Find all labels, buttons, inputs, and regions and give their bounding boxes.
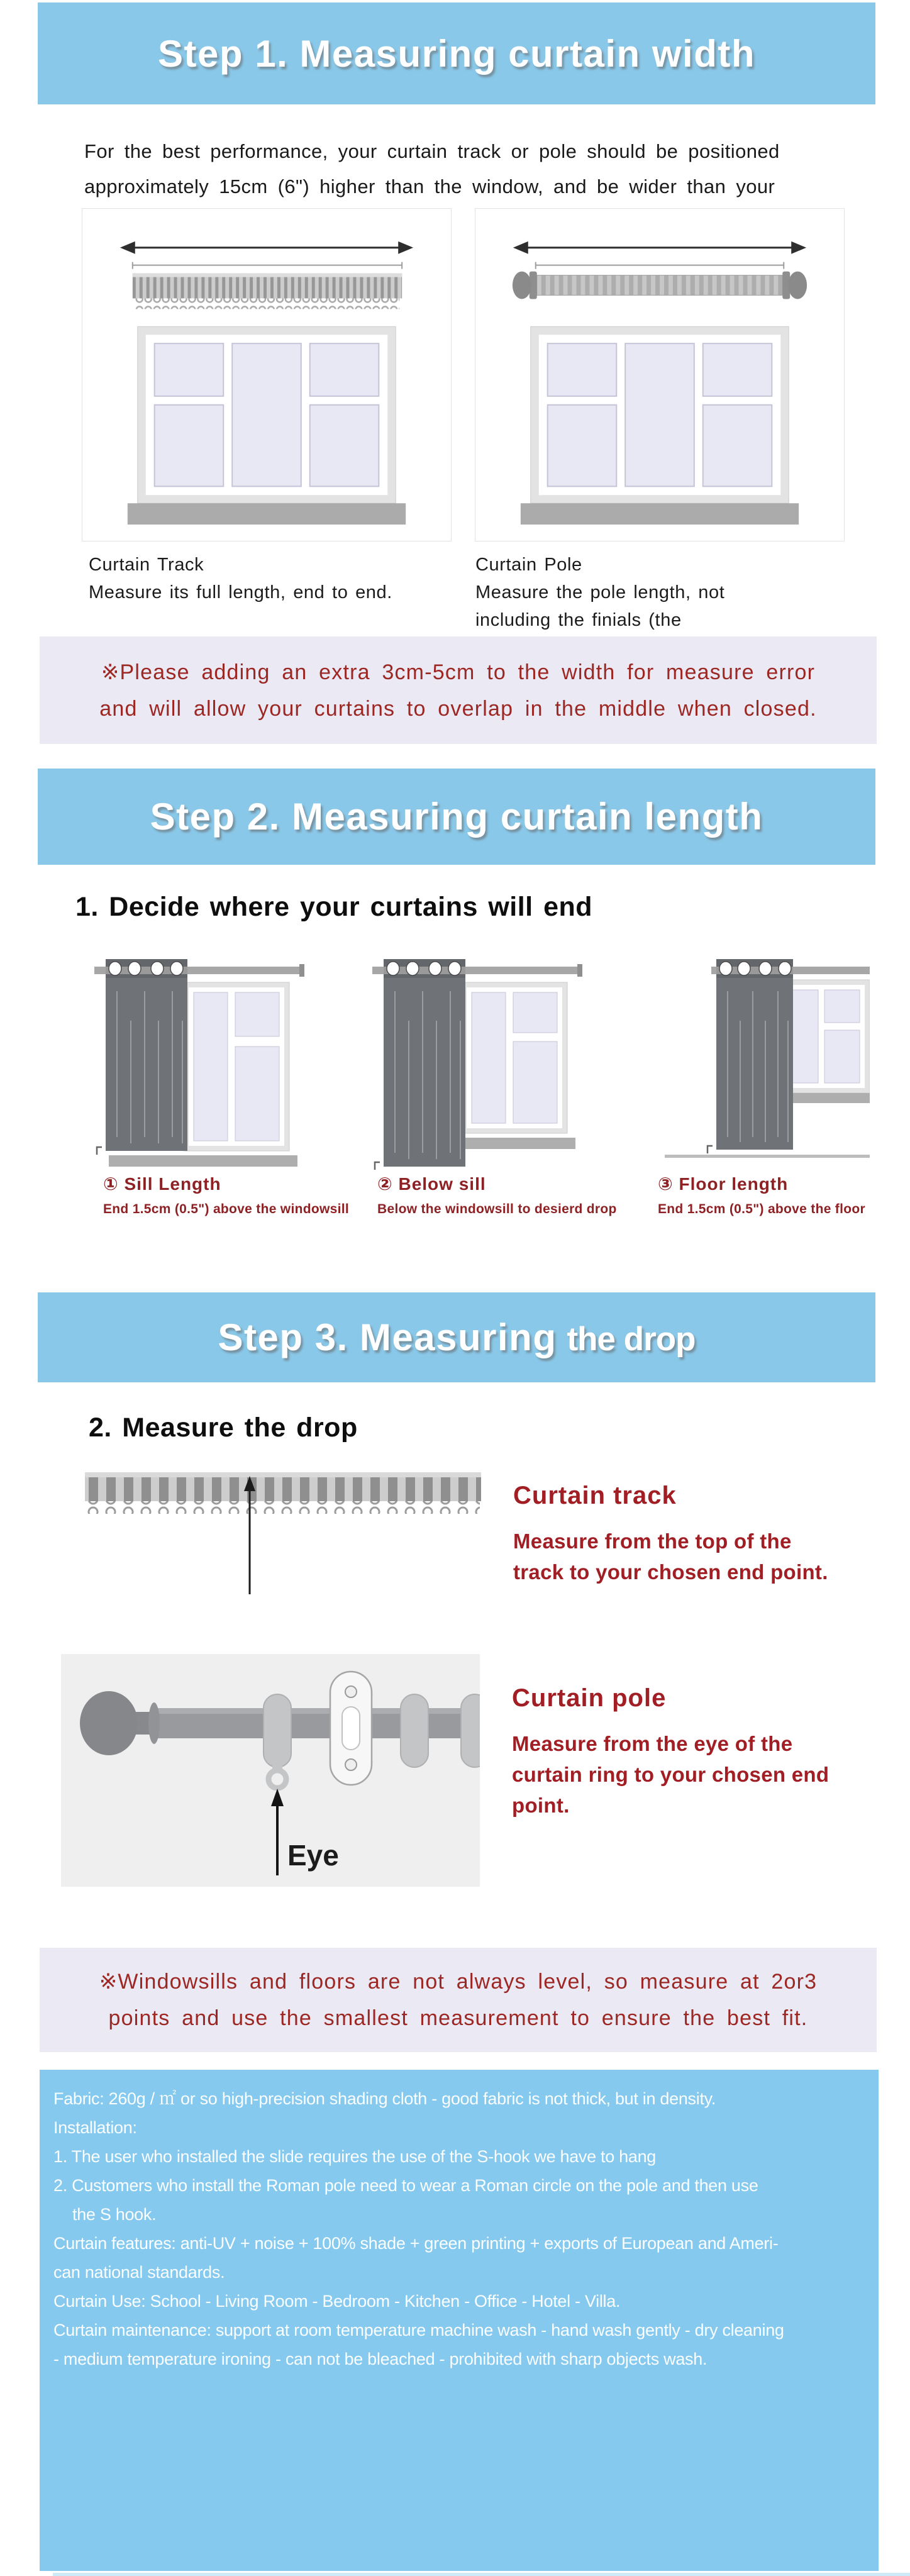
width-arrow-icon (120, 242, 413, 254)
step3-heading: 2. Measure the drop (89, 1413, 358, 1443)
curtain-track-window-illustration (82, 209, 451, 541)
track-instruction-line1: Measure from the top of the (513, 1530, 792, 1553)
fabric-info-panel (40, 2070, 879, 2571)
window-graphic (531, 326, 789, 503)
curtain-pole-title: Curtain pole (512, 1684, 667, 1712)
info-use: Curtain Use: School - Living Room - Bedroom - Kitchen - Office - Hotel - Villa. (53, 2292, 621, 2311)
step1-banner (38, 3, 875, 104)
width-note-line1: ※Please adding an extra 3cm-5cm to the width for measure error (101, 660, 816, 684)
step1-banner-title: Step 1. Measuring curtain width (158, 32, 755, 75)
step3-title-main: Step 3. Measuring (218, 1316, 557, 1358)
width-note-line2: and will allow your curtains to overlap in the middle when closed. (99, 696, 817, 721)
info-features: Curtain features: anti-UV + noise + 100% shade + green printing + exports of European and Ameri- (53, 2234, 779, 2253)
step3-banner (38, 1292, 875, 1382)
sill-length-desc: End 1.5cm (0.5") above the windowsill (103, 1202, 349, 1216)
curtain-pole-label: Curtain Pole (475, 555, 582, 575)
curtain-pole-desc-line2: including the finials (the (475, 610, 682, 630)
pole-graphic (513, 272, 807, 299)
curtain-track-title: Curtain track (513, 1482, 677, 1509)
next-section-edge (53, 2573, 910, 2576)
step1-intro-line2: approximately 15cm (6") higher than the window, and be wider than your (84, 175, 775, 197)
ring-eye-graphic (269, 1770, 286, 1788)
info-install-step2b: the S hook. (72, 2205, 157, 2224)
step1-intro (84, 134, 864, 204)
width-measure-note (40, 636, 877, 744)
window-graphic (138, 326, 396, 503)
curtain-ring-graphic (401, 1694, 428, 1767)
width-arrow-icon (513, 242, 806, 254)
measure-extent-line (536, 262, 784, 269)
wall-bracket-graphic (330, 1672, 372, 1785)
windowsill-graphic (109, 1155, 297, 1167)
below-sill-title: ② Below sill (377, 1174, 486, 1194)
curtain-track-window-figure (82, 208, 452, 541)
curtain-graphic (716, 959, 793, 1150)
step3-banner-title (218, 1316, 696, 1359)
below-sill-caption (377, 1174, 617, 1217)
step3-title-sub: the drop (567, 1321, 696, 1358)
measure-tick (707, 1146, 713, 1153)
step1-intro-line1: For the best performance, your curtain track or pole should be positioned (84, 140, 780, 162)
sill-length-figure (94, 955, 308, 1172)
sill-length-illustration (94, 955, 308, 1172)
track-instruction-line2: track to your chosen end point. (513, 1560, 828, 1584)
curtain-graphic (106, 959, 187, 1151)
step2-banner (38, 769, 875, 865)
window-graphic (184, 982, 289, 1151)
pole-instruction-line3: point. (512, 1794, 570, 1817)
floor-length-title: ③ Floor length (658, 1174, 789, 1194)
curtain-track-desc: Measure its full length, end to end. (89, 582, 392, 602)
info-install-step2: 2. Customers who install the Roman pole need to wear a Roman circle on the pole and then use (53, 2176, 758, 2195)
level-note-line1: ※Windowsills and floors are not always level, so measure at 2or3 (99, 1970, 818, 1994)
curtain-pole-window-figure (475, 208, 845, 541)
level-measure-note (40, 1948, 877, 2052)
windowsill-graphic (521, 503, 799, 525)
drop-track-illustration (85, 1468, 481, 1597)
track-graphic (85, 1472, 481, 1514)
sill-length-title: ① Sill Length (103, 1174, 221, 1194)
info-install-step1: 1. The user who installed the slide requires the use of the S-hook we have to hang (53, 2147, 657, 2166)
curtain-pole-window-illustration (475, 209, 844, 541)
curtain-track-label: Curtain Track (89, 555, 204, 575)
windowsill-graphic (128, 503, 406, 525)
pole-instruction-line2: curtain ring to your chosen end (512, 1763, 830, 1786)
floor-line-graphic (665, 1155, 870, 1158)
drop-track-figure (85, 1468, 481, 1597)
below-sill-illustration (372, 955, 586, 1172)
curtain-graphic (384, 959, 465, 1167)
window-graphic (462, 982, 567, 1133)
info-features2: can national standards. (53, 2263, 225, 2282)
floor-length-figure (656, 955, 870, 1172)
measure-tick (97, 1147, 102, 1155)
floor-length-caption (658, 1174, 865, 1217)
curtain-pole-desc-line1: Measure the pole length, not (475, 582, 725, 602)
step2-banner-title: Step 2. Measuring curtain length (150, 796, 763, 838)
below-sill-desc: Below the windowsill to desierd drop (377, 1202, 617, 1216)
curtain-pole-instructions (512, 1728, 829, 1821)
track-graphic (133, 274, 402, 309)
below-sill-figure (372, 955, 586, 1172)
step2-heading: 1. Decide where your curtains will end (75, 892, 593, 922)
level-note-line2: points and use the smallest measurement to ensure the best fit. (108, 2006, 808, 2030)
curtain-track-label-block (89, 551, 491, 606)
drop-pole-illustration (61, 1654, 480, 1887)
sill-length-caption (103, 1174, 349, 1217)
eye-label: Eye (287, 1839, 339, 1872)
measure-extent-line (133, 262, 402, 269)
curtain-pole-label-block (475, 551, 878, 634)
floor-length-desc: End 1.5cm (0.5") above the floor (658, 1202, 865, 1216)
info-maintenance2: - medium temperature ironing - can not be bleached - prohibited with sharp objects wash. (53, 2350, 707, 2368)
info-installation: Installation: (53, 2118, 137, 2137)
floor-length-illustration (656, 955, 870, 1172)
measure-tick (375, 1162, 380, 1170)
curtain-ring-graphic (264, 1694, 291, 1788)
drop-pole-figure (61, 1654, 480, 1887)
curtain-ring-graphic (461, 1694, 480, 1767)
info-fabric: Fabric: 260g / ㎡ or so high-precision shading cloth - good fabric is not thick, but in density. (53, 2089, 716, 2108)
pole-instruction-line1: Measure from the eye of the (512, 1732, 793, 1755)
info-maintenance: Curtain maintenance: support at room temperature machine wash - hand wash gently - dry cleaning (53, 2321, 784, 2340)
curtain-track-instructions (513, 1526, 828, 1587)
